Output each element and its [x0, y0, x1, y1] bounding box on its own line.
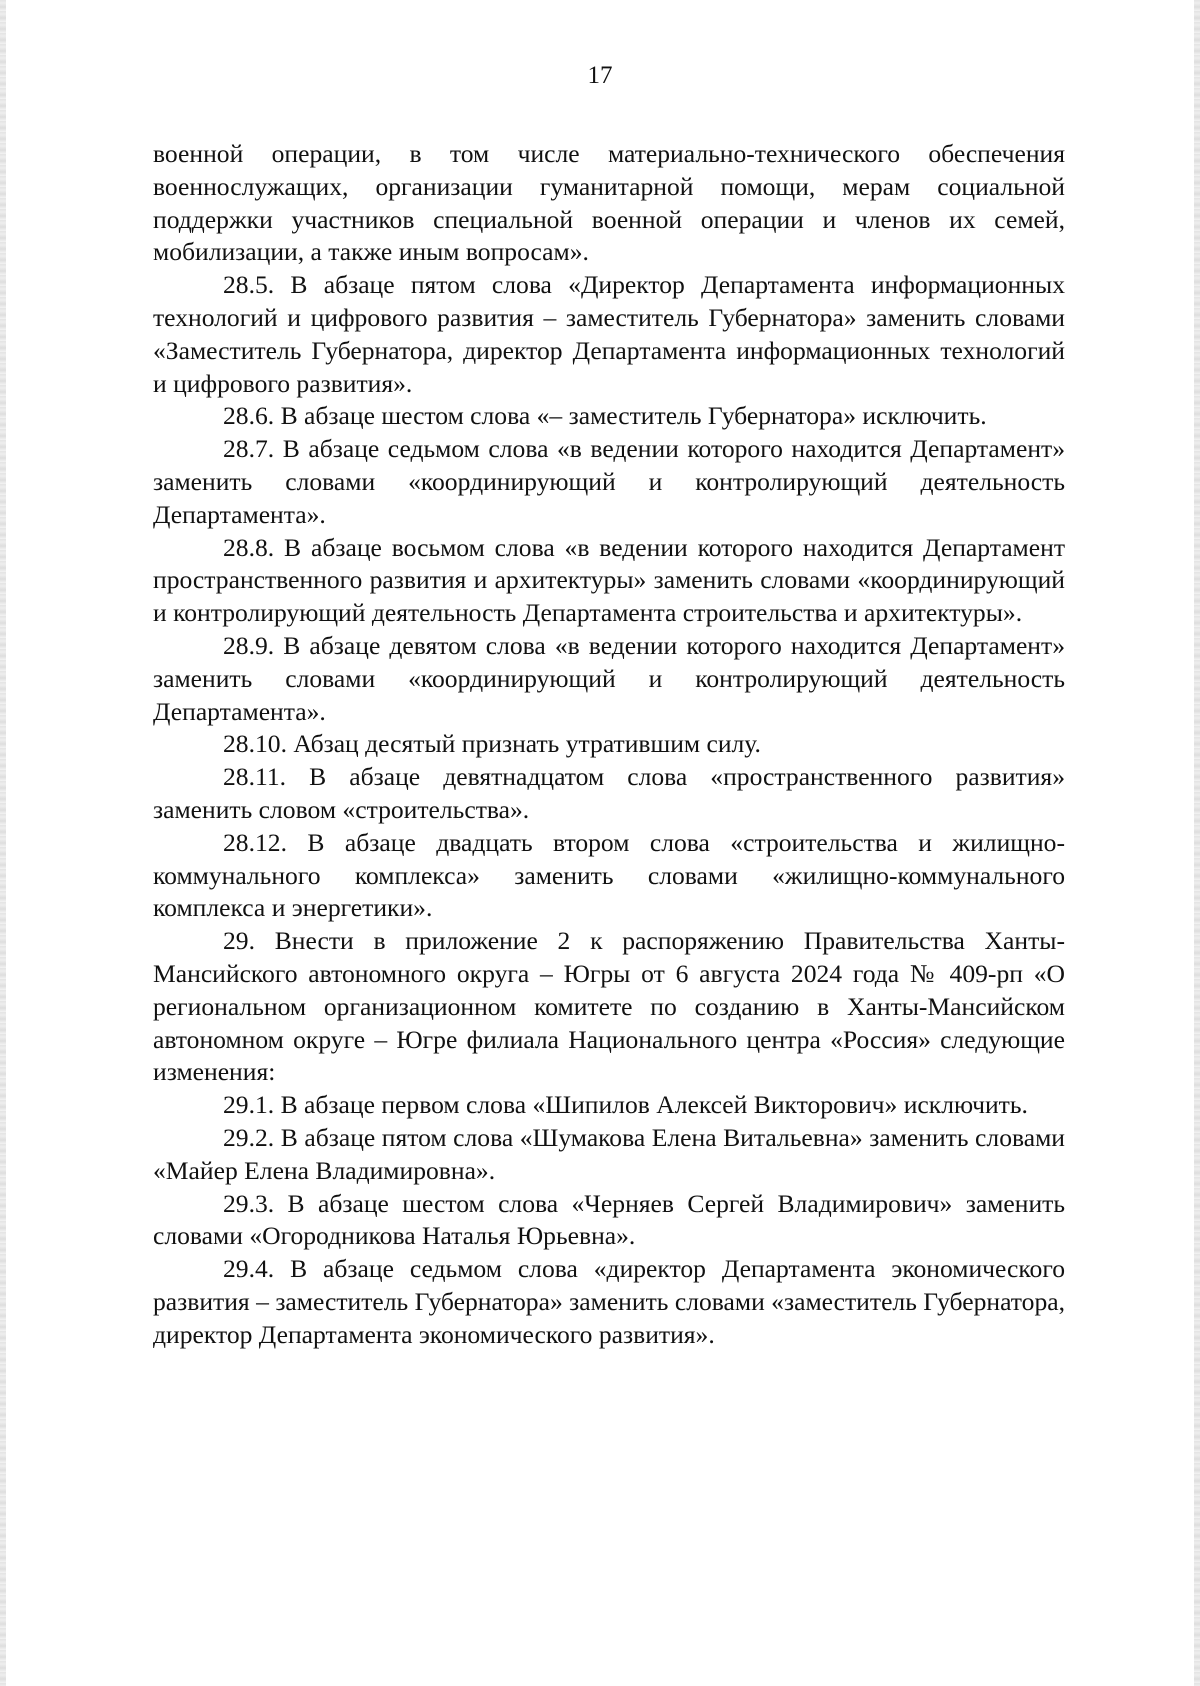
paragraph-28-7: 28.7. В абзаце седьмом слова «в ведении которого находится Департамент» заменить словами «координирующий и контролирующий деятельность Департамента».	[153, 434, 1065, 529]
scan-edge-left	[0, 0, 6, 1686]
document-body	[153, 138, 1065, 1351]
paragraph-29-4: 29.4. В абзаце седьмом слова «директор Департамента экономического развития – заместитель Губернатора» заменить словами «заместитель Губернатора, директор Департамента экономического развития».	[153, 1254, 1065, 1349]
paragraph-28-8: 28.8. В абзаце восьмом слова «в ведении которого находится Департамент пространственного развития и архитектуры» заменить словами «координирующий и контролирующий деятельность Департамента строительства и архитектуры».	[153, 532, 1065, 628]
paragraph-28-11: 28.11. В абзаце девятнадцатом слова «пространственного развития» заменить словом «строительства».	[153, 762, 1065, 824]
paragraph-29-3: 29.3. В абзаце шестом слова «Черняев Сергей Владимирович» заменить словами «Огородникова Наталья Юрьевна».	[153, 1188, 1065, 1251]
paragraph-28-10: 28.10. Абзац десятый признать утратившим силу.	[223, 729, 761, 759]
scan-edge-right	[1194, 0, 1200, 1686]
paragraph-29-2: 29.2. В абзаце пятом слова «Шумакова Елена Витальевна» заменить словами «Майер Елена Владимировна».	[153, 1122, 1065, 1185]
paragraph-continuation: военной операции, в том числе материально-технического обеспечения военнослужащих, организации гуманитарной помощи, мерам социальной поддержки участников специальной военной операции и членов их семей, мобилизации, а также иным вопросам».	[153, 139, 1065, 267]
paragraph-28-9: 28.9. В абзаце девятом слова «в ведении которого находится Департамент» заменить словами «координирующий и контролирующий деятельность Департамента».	[153, 630, 1065, 726]
paragraph-28-12: 28.12. В абзаце двадцать втором слова «строительства и жилищно-коммунального комплекса» заменить словами «жилищно-коммунального комплекса и энергетики».	[153, 827, 1065, 923]
paragraph-28-5: 28.5. В абзаце пятом слова «Директор Департамента информационных технологий и цифрового развития – заместитель Губернатора» заменить словами «Заместитель Губернатора, директор Департамента информационных технологий и цифрового развития».	[153, 270, 1065, 398]
page-number: 17	[587, 62, 613, 89]
paragraph-28-6: 28.6. В абзаце шестом слова «– заместитель Губернатора» исключить.	[223, 401, 987, 431]
paragraph-29-1: 29.1. В абзаце первом слова «Шипилов Алексей Викторович» исключить.	[223, 1090, 1028, 1120]
paragraph-29: 29. Внести в приложение 2 к распоряжению Правительства Ханты-Мансийского автономного округа – Югры от 6 августа 2024 года № 409-рп «О региональном организационном комитете по созданию в Ханты-Мансийском автономном округе – Югре филиала Национального центра «Россия» следующие изменения:	[153, 926, 1065, 1087]
